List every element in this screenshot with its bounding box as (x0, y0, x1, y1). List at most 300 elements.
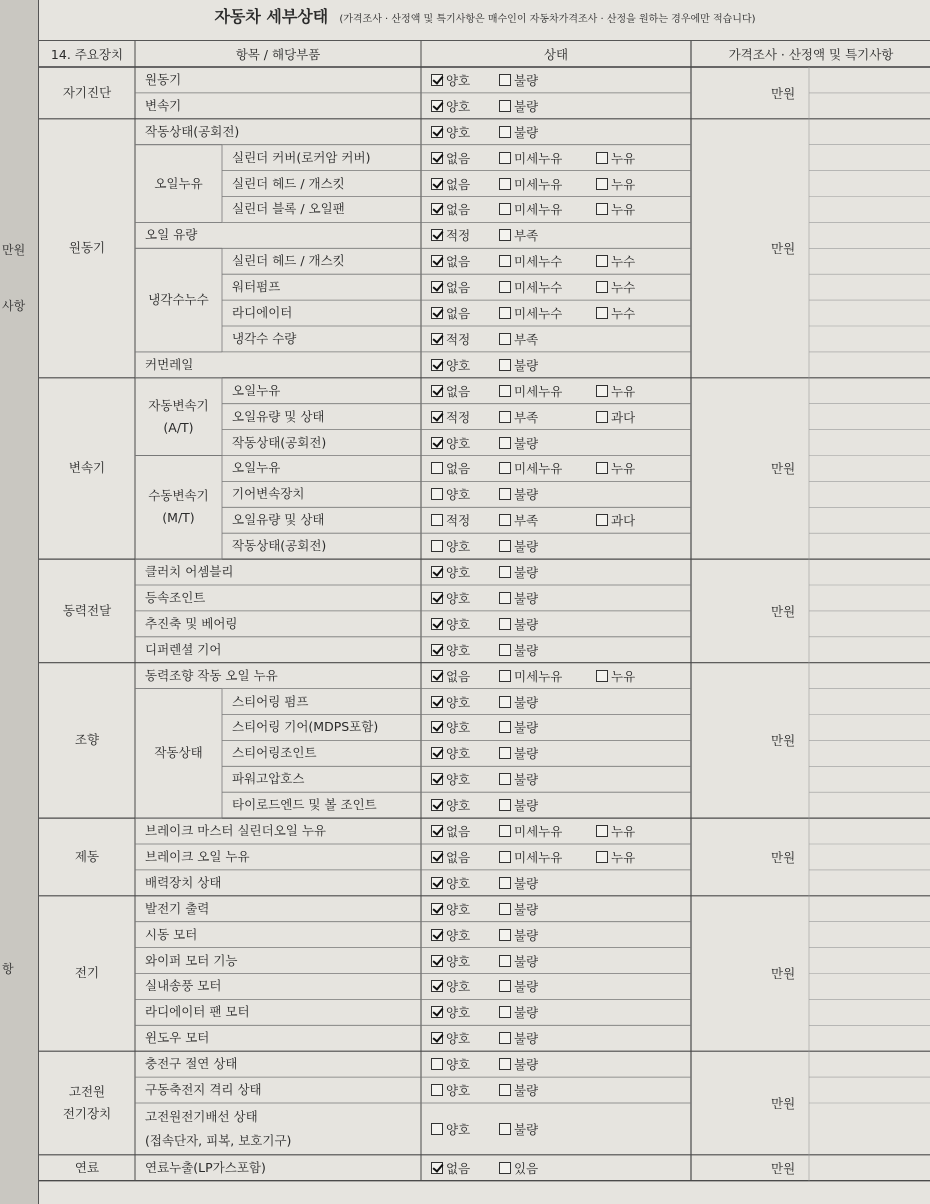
checked-checkbox-icon[interactable] (431, 1032, 443, 1044)
empty-checkbox-icon[interactable] (499, 462, 511, 474)
checked-checkbox-icon[interactable] (431, 851, 443, 863)
item-label: 워터펌프 (232, 279, 281, 295)
empty-checkbox-icon[interactable] (499, 488, 511, 500)
status-option[interactable] (499, 1025, 538, 1051)
empty-checkbox-icon[interactable] (596, 178, 608, 190)
status-option-label: 없음 (446, 280, 471, 296)
status-option[interactable] (431, 948, 470, 974)
checked-checkbox-icon[interactable] (431, 437, 443, 449)
empty-checkbox-icon[interactable] (499, 1032, 511, 1044)
status-option-label: 없음 (446, 1160, 471, 1176)
status-option[interactable] (499, 844, 562, 870)
checked-checkbox-icon[interactable] (431, 1162, 443, 1174)
empty-checkbox-icon[interactable] (596, 462, 608, 474)
status-option[interactable] (596, 274, 635, 300)
status-option[interactable] (431, 326, 470, 352)
empty-checkbox-icon[interactable] (499, 178, 511, 190)
empty-checkbox-icon[interactable] (499, 618, 511, 630)
checked-checkbox-icon[interactable] (431, 74, 443, 86)
status-option-label: 없음 (446, 849, 471, 865)
status-option-label: 불량 (514, 72, 539, 88)
status-option[interactable] (431, 663, 470, 689)
item-label: 변속기 (145, 97, 182, 113)
status-option[interactable] (431, 689, 470, 715)
status-option[interactable] (431, 378, 470, 404)
empty-checkbox-icon[interactable] (499, 566, 511, 578)
status-option-label: 불량 (514, 901, 539, 917)
status-option-label: 미세누수 (514, 280, 563, 296)
status-option-label: 없음 (446, 150, 471, 166)
status-option[interactable] (499, 352, 538, 378)
status-option-label: 양호 (446, 746, 471, 762)
empty-checkbox-icon[interactable] (499, 126, 511, 138)
item-label: 오일 유량 (145, 227, 198, 243)
status-option-label: 누유 (611, 150, 636, 166)
checked-checkbox-icon[interactable] (431, 799, 443, 811)
empty-checkbox-icon[interactable] (499, 799, 511, 811)
section-label: 조향 (74, 732, 100, 748)
status-option[interactable] (499, 1103, 538, 1155)
status-option-label: 누유 (611, 824, 636, 840)
checked-checkbox-icon[interactable] (431, 281, 443, 293)
status-option[interactable] (431, 145, 470, 171)
left-strip-note: 사항 (2, 299, 26, 313)
empty-checkbox-icon[interactable] (499, 1084, 511, 1096)
empty-checkbox-icon[interactable] (499, 747, 511, 759)
status-option-label: 양호 (446, 98, 471, 114)
item-label: 실린더 헤드 / 개스킷 (232, 175, 345, 191)
status-option[interactable] (499, 326, 538, 352)
empty-checkbox-icon[interactable] (499, 74, 511, 86)
status-option[interactable] (431, 922, 470, 948)
status-option[interactable] (499, 948, 538, 974)
empty-checkbox-icon[interactable] (499, 955, 511, 967)
item-label: 타이로드엔드 및 볼 조인트 (232, 797, 377, 813)
item-label: 브레이크 오일 누유 (145, 848, 250, 864)
status-option[interactable] (499, 378, 562, 404)
status-option[interactable] (499, 404, 538, 430)
section-price: 만원 (771, 1095, 796, 1111)
section-price: 만원 (771, 1160, 796, 1176)
item-label: 작동상태(공회전) (232, 434, 327, 450)
status-option-label: 불량 (514, 565, 539, 581)
item-label: 실린더 커버(로커암 커버) (232, 149, 371, 165)
status-option[interactable] (499, 559, 538, 585)
checked-checkbox-icon[interactable] (431, 825, 443, 837)
status-option-label: 양호 (446, 1121, 471, 1137)
status-option[interactable] (431, 533, 470, 559)
status-option-label: 양호 (446, 953, 471, 969)
status-option[interactable] (431, 430, 470, 456)
empty-checkbox-icon[interactable] (499, 670, 511, 682)
status-option[interactable] (431, 171, 470, 197)
group-label: 수동변속기 (M/T) (148, 488, 209, 526)
status-option[interactable] (431, 1155, 470, 1181)
checked-checkbox-icon[interactable] (431, 307, 443, 319)
item-label: 오일누유 (232, 382, 281, 398)
checked-checkbox-icon[interactable] (431, 359, 443, 371)
empty-checkbox-icon[interactable] (499, 255, 511, 267)
page-title: 자동차 세부상태 (214, 7, 329, 26)
checked-checkbox-icon[interactable] (431, 670, 443, 682)
empty-checkbox-icon[interactable] (596, 851, 608, 863)
checked-checkbox-icon[interactable] (431, 929, 443, 941)
status-option[interactable] (499, 507, 538, 533)
checked-checkbox-icon[interactable] (431, 955, 443, 967)
status-option[interactable] (431, 559, 470, 585)
section-label: 자기진단 (62, 84, 112, 100)
status-option[interactable] (431, 611, 470, 637)
item-label: 오일유량 및 상태 (232, 408, 325, 424)
status-option-label: 불량 (514, 98, 539, 114)
empty-checkbox-icon[interactable] (596, 281, 608, 293)
empty-checkbox-icon[interactable] (499, 307, 511, 319)
empty-checkbox-icon[interactable] (596, 307, 608, 319)
status-option-label: 누유 (611, 176, 636, 192)
status-option-label: 불량 (514, 798, 539, 814)
checked-checkbox-icon[interactable] (431, 385, 443, 397)
status-option[interactable] (431, 766, 470, 792)
item-label: 원동기 (145, 71, 182, 87)
status-option[interactable] (596, 378, 635, 404)
status-option[interactable] (431, 222, 470, 248)
empty-checkbox-icon[interactable] (431, 488, 443, 500)
status-option-label: 부족 (514, 228, 539, 244)
checked-checkbox-icon[interactable] (431, 411, 443, 423)
status-option-label: 불량 (514, 590, 539, 606)
item-label: 작동상태(공회전) (232, 538, 327, 554)
status-option[interactable] (499, 145, 562, 171)
empty-checkbox-icon[interactable] (499, 203, 511, 215)
empty-checkbox-icon[interactable] (499, 773, 511, 785)
group-label: 냉각수누수 (148, 292, 209, 308)
status-option-label: 불량 (514, 124, 539, 140)
status-option-label: 과다 (611, 513, 636, 529)
status-option[interactable] (431, 818, 470, 844)
status-option[interactable] (499, 248, 562, 274)
status-option[interactable] (499, 93, 538, 119)
status-option-label: 없음 (446, 306, 471, 322)
status-option[interactable] (431, 844, 470, 870)
status-option[interactable] (596, 507, 635, 533)
header-price-note: 가격조사 · 산정액 및 특기사항 (728, 47, 894, 62)
header-main-device: 14. 주요장치 (50, 47, 124, 62)
status-option[interactable] (499, 430, 538, 456)
empty-checkbox-icon[interactable] (499, 437, 511, 449)
status-option[interactable] (596, 197, 635, 223)
empty-checkbox-icon[interactable] (499, 385, 511, 397)
status-option[interactable] (499, 663, 562, 689)
item-label: 추진축 및 베어링 (145, 615, 238, 631)
status-option-label: 양호 (446, 694, 471, 710)
empty-checkbox-icon[interactable] (499, 514, 511, 526)
status-option-label: 적정 (446, 331, 471, 347)
checked-checkbox-icon[interactable] (431, 980, 443, 992)
status-option[interactable] (499, 896, 538, 922)
status-option[interactable] (596, 456, 635, 482)
status-option-label: 미세누유 (514, 176, 563, 192)
empty-checkbox-icon[interactable] (499, 851, 511, 863)
status-option[interactable] (499, 689, 538, 715)
status-option[interactable] (596, 171, 635, 197)
status-option[interactable] (499, 119, 538, 145)
status-option[interactable] (431, 1051, 470, 1077)
item-label: 충전구 절연 상태 (145, 1056, 238, 1072)
status-option[interactable] (499, 274, 562, 300)
status-option[interactable] (499, 792, 538, 818)
checked-checkbox-icon[interactable] (431, 566, 443, 578)
empty-checkbox-icon[interactable] (499, 540, 511, 552)
empty-checkbox-icon[interactable] (499, 100, 511, 112)
status-option-label: 불량 (514, 435, 539, 451)
empty-checkbox-icon[interactable] (499, 1006, 511, 1018)
empty-checkbox-icon[interactable] (596, 670, 608, 682)
status-option[interactable] (499, 870, 538, 896)
item-label: 냉각수 수량 (232, 330, 297, 346)
empty-checkbox-icon[interactable] (596, 514, 608, 526)
status-option-label: 양호 (446, 1005, 471, 1021)
status-option[interactable] (499, 222, 538, 248)
status-option-label: 양호 (446, 798, 471, 814)
checked-checkbox-icon[interactable] (431, 229, 443, 241)
status-option[interactable] (431, 197, 470, 223)
status-option-label: 양호 (446, 487, 471, 503)
empty-checkbox-icon[interactable] (499, 980, 511, 992)
checked-checkbox-icon[interactable] (431, 178, 443, 190)
empty-checkbox-icon[interactable] (499, 1162, 511, 1174)
status-option[interactable] (431, 67, 470, 93)
status-option-label: 미세누수 (514, 306, 563, 322)
status-option[interactable] (431, 274, 470, 300)
status-option[interactable] (596, 300, 635, 326)
title-note: (가격조사 · 산정액 및 특기사항은 매수인이 자동차가격조사 · 산정을 원하는 경우에만 적습니다) (339, 14, 756, 25)
empty-checkbox-icon[interactable] (499, 281, 511, 293)
checked-checkbox-icon[interactable] (431, 203, 443, 215)
checked-checkbox-icon[interactable] (431, 126, 443, 138)
status-option[interactable] (499, 1155, 538, 1181)
empty-checkbox-icon[interactable] (499, 877, 511, 889)
empty-checkbox-icon[interactable] (431, 514, 443, 526)
checked-checkbox-icon[interactable] (431, 592, 443, 604)
status-option-label: 불량 (514, 1057, 539, 1073)
item-label: 등속조인트 (145, 589, 206, 605)
status-option[interactable] (596, 663, 635, 689)
status-option[interactable] (431, 896, 470, 922)
status-option-label: 양호 (446, 927, 471, 943)
status-option[interactable] (431, 404, 470, 430)
status-option[interactable] (431, 1103, 470, 1155)
empty-checkbox-icon[interactable] (596, 411, 608, 423)
status-option-label: 양호 (446, 1031, 471, 1047)
status-option[interactable] (431, 481, 470, 507)
status-option-label: 양호 (446, 642, 471, 658)
status-option-label: 적정 (446, 513, 471, 529)
checked-checkbox-icon[interactable] (431, 747, 443, 759)
status-option[interactable] (596, 844, 635, 870)
status-option-label: 불량 (514, 979, 539, 995)
status-option[interactable] (499, 740, 538, 766)
status-option[interactable] (499, 197, 562, 223)
status-option[interactable] (431, 507, 470, 533)
item-label: 기어변속장치 (232, 486, 305, 502)
status-option-label: 없음 (446, 668, 471, 684)
status-option-label: 불량 (514, 487, 539, 503)
item-label: 라디에이터 팬 모터 (145, 1004, 250, 1020)
status-option-label: 미세누유 (514, 150, 563, 166)
status-option[interactable] (431, 585, 470, 611)
status-option[interactable] (596, 145, 635, 171)
status-option-label: 불량 (514, 875, 539, 891)
empty-checkbox-icon[interactable] (499, 929, 511, 941)
status-option-label: 불량 (514, 1083, 539, 1099)
empty-checkbox-icon[interactable] (499, 696, 511, 708)
status-option-label: 불량 (514, 539, 539, 555)
status-option[interactable] (499, 766, 538, 792)
status-option[interactable] (499, 300, 562, 326)
item-label: 클러치 어셈블리 (145, 564, 234, 580)
empty-checkbox-icon[interactable] (596, 825, 608, 837)
status-option[interactable] (596, 404, 635, 430)
checked-checkbox-icon[interactable] (431, 773, 443, 785)
checked-checkbox-icon[interactable] (431, 1006, 443, 1018)
section-price: 만원 (771, 85, 796, 101)
status-option[interactable] (431, 93, 470, 119)
section-label: 전기 (74, 965, 100, 981)
status-option[interactable] (431, 715, 470, 741)
status-option[interactable] (431, 352, 470, 378)
empty-checkbox-icon[interactable] (499, 411, 511, 423)
status-option-label: 누수 (611, 254, 636, 270)
status-option[interactable] (596, 248, 635, 274)
checked-checkbox-icon[interactable] (431, 255, 443, 267)
status-option-label: 불량 (514, 746, 539, 762)
empty-checkbox-icon[interactable] (499, 229, 511, 241)
status-option-label: 양호 (446, 875, 471, 891)
status-option[interactable] (431, 740, 470, 766)
status-option[interactable] (499, 533, 538, 559)
status-option[interactable] (431, 999, 470, 1025)
empty-checkbox-icon[interactable] (499, 592, 511, 604)
status-option-label: 미세누유 (514, 202, 563, 218)
empty-checkbox-icon[interactable] (596, 203, 608, 215)
status-option-label: 누수 (611, 306, 636, 322)
status-option[interactable] (499, 974, 538, 1000)
checked-checkbox-icon[interactable] (431, 100, 443, 112)
empty-checkbox-icon[interactable] (499, 359, 511, 371)
status-option-label: 누유 (611, 383, 636, 399)
empty-checkbox-icon[interactable] (499, 1123, 511, 1135)
section-label: 동력전달 (62, 602, 112, 618)
section-label: 연료 (74, 1159, 100, 1175)
status-option-label: 없음 (446, 461, 471, 477)
status-option-label: 적정 (446, 409, 471, 425)
empty-checkbox-icon[interactable] (499, 825, 511, 837)
item-label: 파워고압호스 (232, 771, 305, 787)
status-option[interactable] (499, 585, 538, 611)
status-option[interactable] (431, 637, 470, 663)
status-option-label: 미세누수 (514, 254, 563, 270)
status-option[interactable] (596, 818, 635, 844)
status-option[interactable] (431, 1025, 470, 1051)
checked-checkbox-icon[interactable] (431, 696, 443, 708)
status-option-label: 양호 (446, 1083, 471, 1099)
empty-checkbox-icon[interactable] (431, 540, 443, 552)
status-option[interactable] (431, 1077, 470, 1103)
status-option-label: 불량 (514, 616, 539, 632)
status-option-label: 불량 (514, 953, 539, 969)
status-option-label: 없음 (446, 176, 471, 192)
status-option[interactable] (431, 974, 470, 1000)
status-option-label: 미세누유 (514, 383, 563, 399)
checked-checkbox-icon[interactable] (431, 877, 443, 889)
status-option-label: 누유 (611, 202, 636, 218)
status-option[interactable] (499, 999, 538, 1025)
empty-checkbox-icon[interactable] (431, 1123, 443, 1135)
status-option-label: 미세누유 (514, 668, 563, 684)
item-label: 연료누출(LP가스포함) (145, 1159, 266, 1175)
empty-checkbox-icon[interactable] (596, 152, 608, 164)
checked-checkbox-icon[interactable] (431, 903, 443, 915)
status-option[interactable] (431, 300, 470, 326)
status-option[interactable] (499, 1077, 538, 1103)
empty-checkbox-icon[interactable] (596, 255, 608, 267)
item-label: 실린더 블록 / 오일팬 (232, 201, 345, 217)
empty-checkbox-icon[interactable] (499, 903, 511, 915)
status-option[interactable] (499, 715, 538, 741)
empty-checkbox-icon[interactable] (499, 1058, 511, 1070)
empty-checkbox-icon[interactable] (499, 333, 511, 345)
status-option-label: 양호 (446, 590, 471, 606)
empty-checkbox-icon[interactable] (499, 644, 511, 656)
status-option[interactable] (499, 637, 538, 663)
item-label: 실내송풍 모터 (145, 978, 222, 994)
status-option[interactable] (499, 456, 562, 482)
status-option[interactable] (499, 922, 538, 948)
status-option[interactable] (431, 792, 470, 818)
status-option[interactable] (499, 481, 538, 507)
group-label: 작동상태 (154, 745, 203, 761)
item-label: 실린더 헤드 / 개스킷 (232, 253, 345, 269)
checked-checkbox-icon[interactable] (431, 644, 443, 656)
empty-checkbox-icon[interactable] (431, 1058, 443, 1070)
status-option[interactable] (431, 456, 470, 482)
status-option-label: 양호 (446, 772, 471, 788)
status-option[interactable] (499, 818, 562, 844)
empty-checkbox-icon[interactable] (431, 462, 443, 474)
status-option[interactable] (499, 611, 538, 637)
empty-checkbox-icon[interactable] (499, 152, 511, 164)
status-option-label: 적정 (446, 228, 471, 244)
status-option[interactable] (431, 119, 470, 145)
status-option[interactable] (431, 248, 470, 274)
checked-checkbox-icon[interactable] (431, 721, 443, 733)
status-option[interactable] (499, 67, 538, 93)
status-option-label: 부족 (514, 513, 539, 529)
item-label: 라디에이터 (232, 305, 293, 321)
status-option-label: 없음 (446, 824, 471, 840)
empty-checkbox-icon[interactable] (431, 1084, 443, 1096)
status-option[interactable] (431, 870, 470, 896)
empty-checkbox-icon[interactable] (596, 385, 608, 397)
status-option[interactable] (499, 171, 562, 197)
section-price: 만원 (771, 461, 796, 477)
status-option[interactable] (499, 1051, 538, 1077)
checked-checkbox-icon[interactable] (431, 333, 443, 345)
checked-checkbox-icon[interactable] (431, 618, 443, 630)
item-label: 동력조향 작동 오일 누유 (145, 667, 278, 683)
empty-checkbox-icon[interactable] (499, 721, 511, 733)
checked-checkbox-icon[interactable] (431, 152, 443, 164)
